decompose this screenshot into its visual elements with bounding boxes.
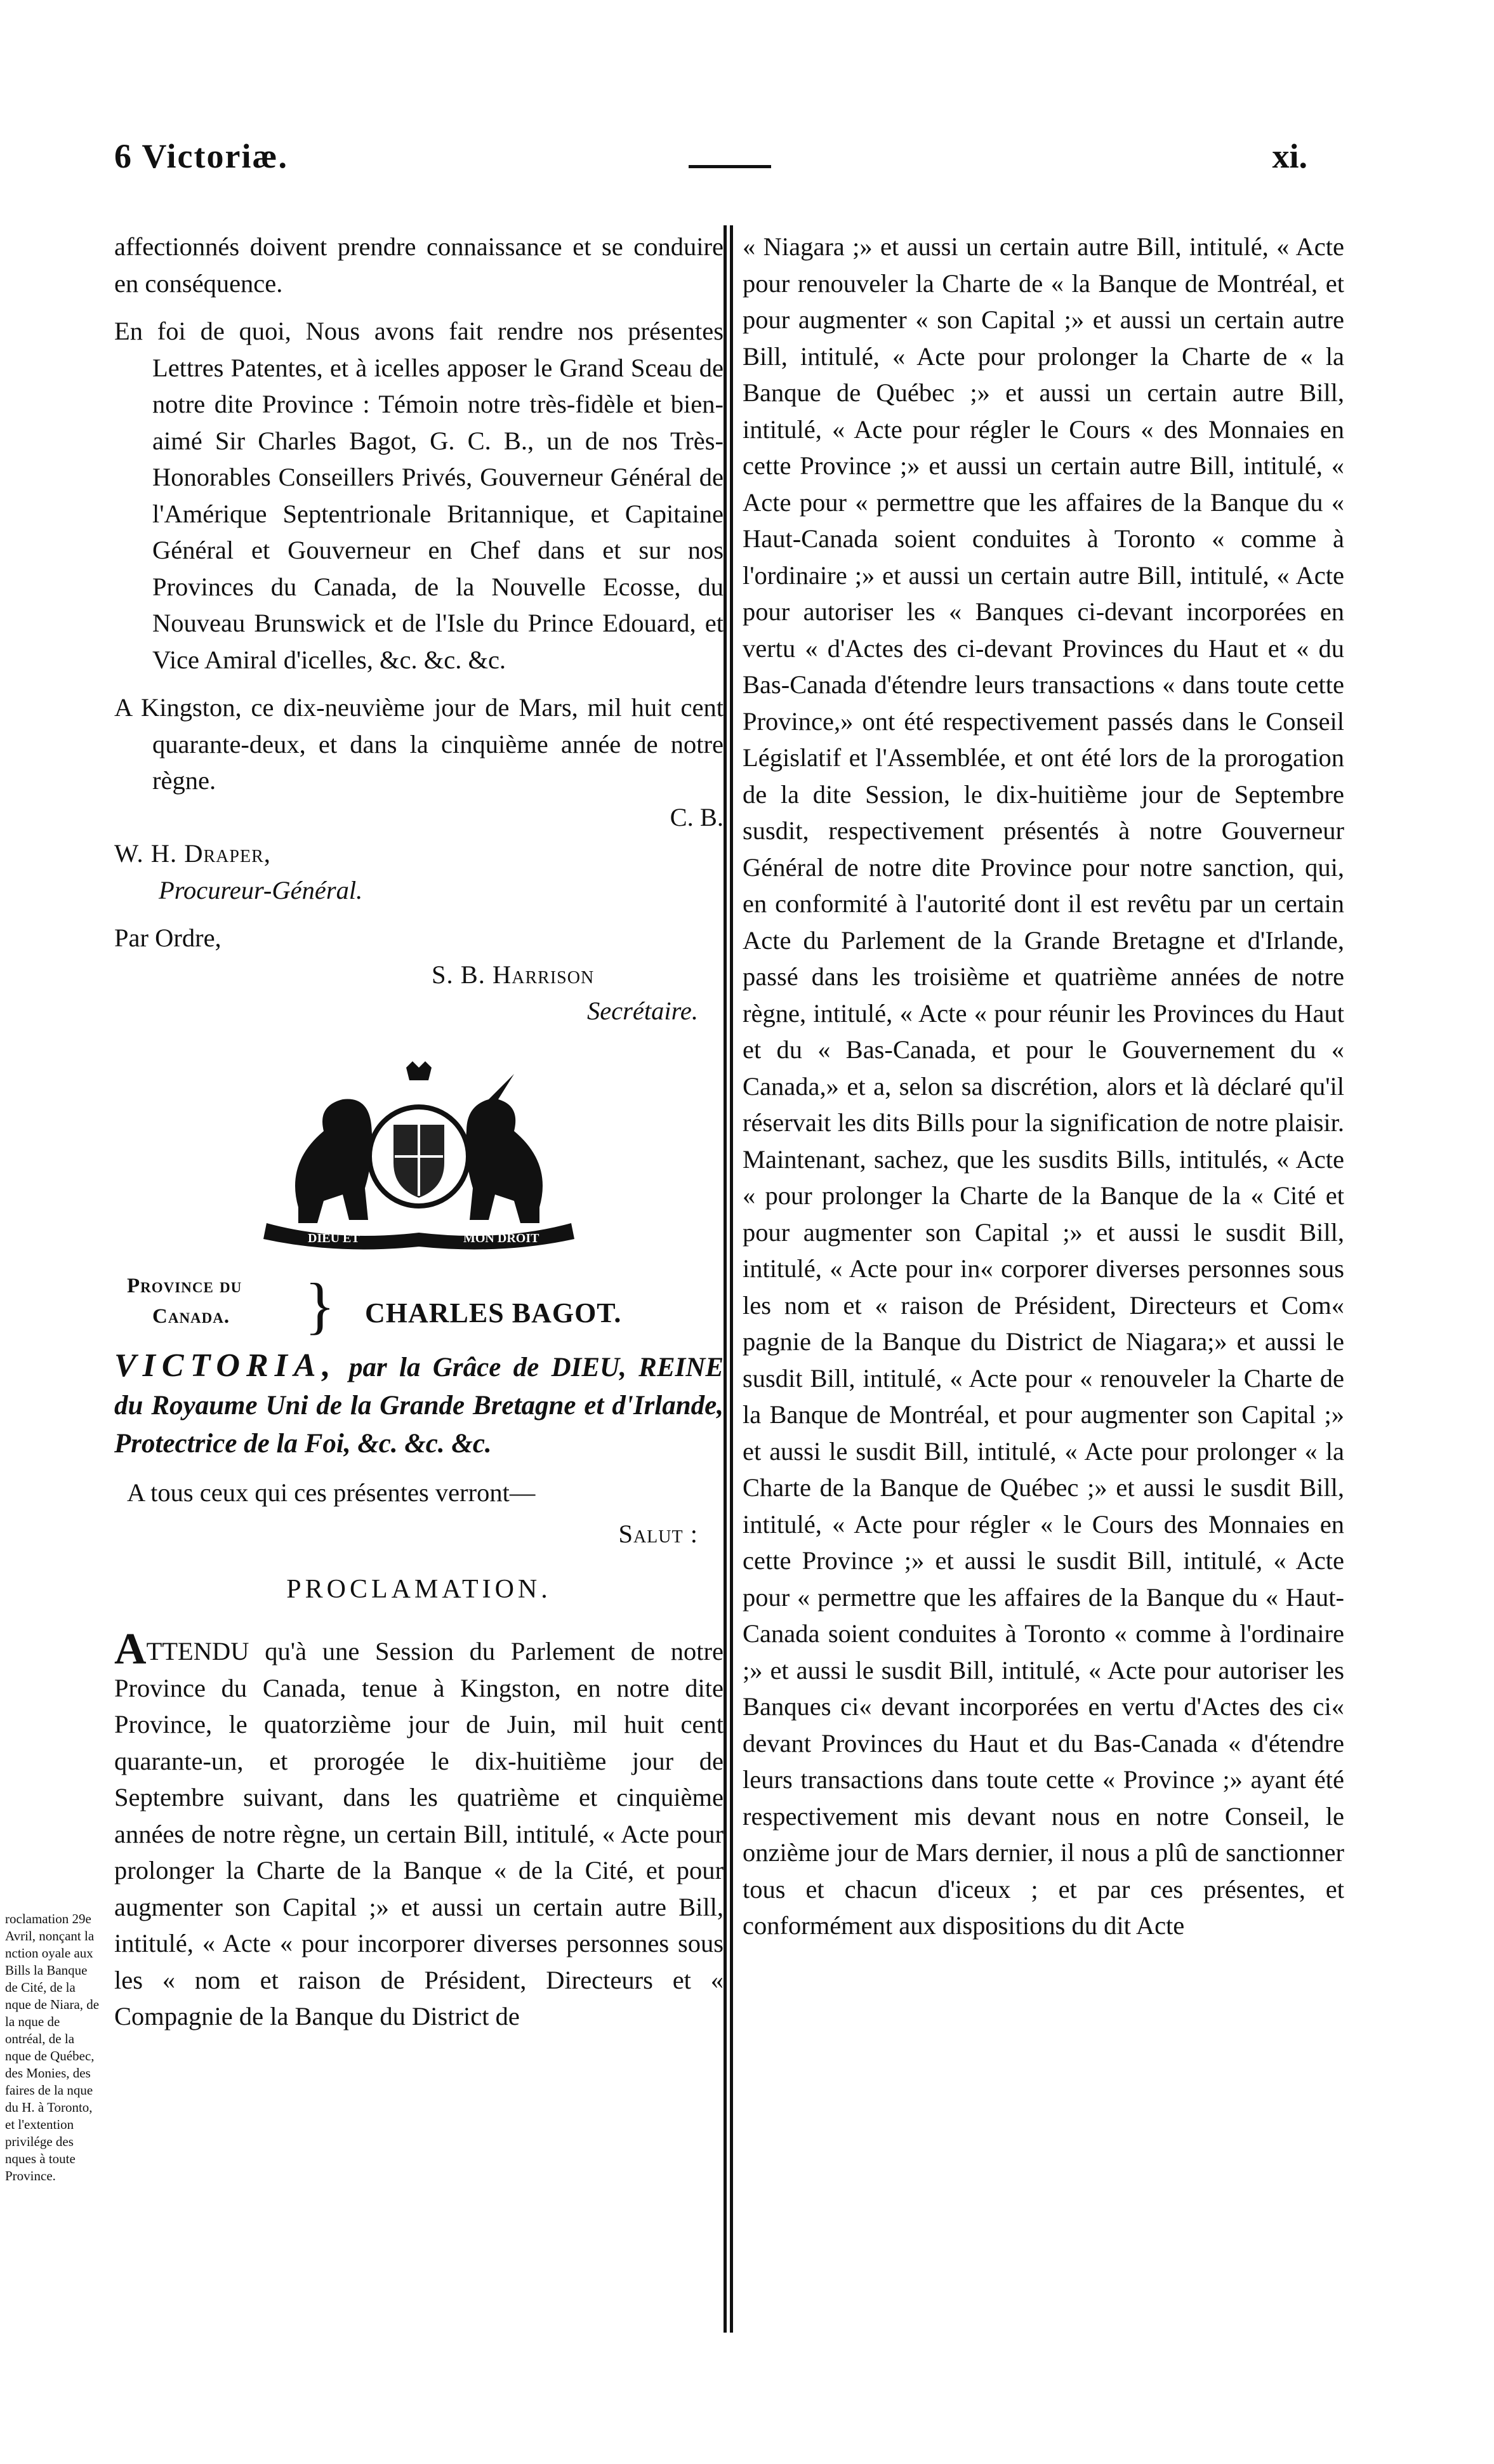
header-rule bbox=[689, 165, 771, 168]
motto-right: MON DROIT bbox=[463, 1231, 539, 1245]
page-number: xi. bbox=[1272, 137, 1307, 175]
salut: Salut : bbox=[618, 1520, 698, 1548]
left-column bbox=[114, 229, 724, 2035]
secretary-title: Secrétaire. bbox=[586, 997, 698, 1025]
par-ordre: Par Ordre, bbox=[114, 924, 221, 952]
drop-cap: A bbox=[114, 1625, 147, 1674]
witness-paragraph: En foi de quoi, Nous avons fait rendre nos présentes Lettres Patentes, et à icelles apposer le Grand Sceau de notre dite Province : Témoin notre très-fidèle et bien-aimé Sir Charles Bagot, G. C. B., un de nos Très-Honorables Conseillers Privés, Gouverneur Général de l'Amérique Septentrionale Britannique, et Capitaine Général et Gouverneur en Chef dans et sur nos Provinces du Canada, de la Nouvelle Ecosse, du Nouveau Brunswick et de l'Isle du Prince Edouard, et Vice Amiral d'icelles, &c. &c. &c. bbox=[114, 317, 724, 674]
province-heading bbox=[114, 1271, 724, 1347]
province-line2: Canada. bbox=[152, 1304, 230, 1328]
signer-name: W. H. Draper, bbox=[114, 839, 271, 868]
page-header bbox=[102, 136, 1326, 200]
right-column bbox=[743, 229, 1344, 1944]
proclamation-body bbox=[114, 1625, 724, 2035]
marginal-note: roclamation 29e Avril, nonçant la nction oyale aux Bills la Banque de Cité, de la nque de Niara, de la nque de ontréal, de la nque de Québec, des Monies, des faires de la nque du H. à Toronto, et l'extention privilége des nques à toute Province. bbox=[5, 1911, 100, 2183]
proclamation-heading: PROCLAMATION. bbox=[286, 1574, 552, 1604]
province-label bbox=[127, 1271, 242, 1332]
column-rule-right bbox=[730, 225, 733, 2333]
right-column-text: « Niagara ;» et aussi un certain autre Bill, intitulé, « Acte pour renouveler la Charte de « la Banque de Montréal, et pour augmenter « son Capital ;» et aussi un certain autre Bill, intitulé, « Acte pour prolonger la Charte de « la Banque de Québec ;» et aussi un certain autre Bill, intitulé, « Acte pour régler le Cours « des Monnaies en cette Province ;» et aussi un certain autre Bill, intitulé, « Acte pour « permettre que les affaires de la Banque du « Haut-Canada soient conduites à Toronto « comme à l'ordinaire ;» et aussi un certain autre Bill, intitulé, « Acte pour autoriser les « Banques ci-devant incorporées en vertu « d'Actes des ci-devant Provinces du Haut et « du Bas-Canada d'étendre leurs transactions « dans toute cette Province,» ont été respectivement passés dans le Conseil Législatif et l'Assemblée, et ont été lors de la prorogation de la dite Session, le dix-huitième jour de Septembre susdit, respectivement présentés à notre Gouverneur Général de notre dite Province pour notre sanction, qui, en conformité à l'autorité dont il est revêtu par un certain Acte du Parlement de la Grande Bretagne et d'Irlande, passé dans les troisième et quatrième années de notre règne, intitulé, « Acte « pour réunir les Provinces du Haut et du « Bas-Canada, et pour le Gouvernement du « Canada,» et a, selon sa discrétion, alors et là déclaré qu'il réservait les dits Bills pour la signification de notre plaisir. Maintenant, sachez, que les susdits Bills, intitulés, « Acte « pour prolonger la Charte de la Banque de la « Cité et pour augmenter son Capital ;» et aussi le susdit Bill, intitulé, « Acte pour in« corporer diverses personnes sous les nom et « raison de Président, Directeurs et Com« pagnie de la Banque du District de Niagara;» et aussi le susdit Bill, intitulé, « Acte pour « renouveler la Charte de la Banque de Montréal, et pour augmenter son Capital ;» et aussi le susdit Bill, intitulé, « Acte pour prolonger « la Charte de la Banque de Québec ;» et aussi le susdit Bill, intitulé, « Acte pour régler « le Cours des Monnaies en cette Province ;» et aussi le susdit Bill, intitulé, « Acte pour « permettre que les affaires de la Banque du « Haut-Canada soient conduites à Toronto « comme à l'ordinaire ;» et aussi le susdit Bill, intitulé, « Acte pour autoriser les Banques ci« devant incorporées en vertu d'Actes des ci« devant Provinces du Haut et du Bas-Canada « d'étendre leurs transactions dans toute cette « Province ;» ayant été respectivement mis devant nous en notre Conseil, le onzième jour de Mars dernier, il nous a plû de sanctionner tous et chacun d'iceux ; et par ces présentes, et conformément aux dispositions du dit Acte bbox=[743, 232, 1344, 1940]
running-head: 6 Victoriæ. bbox=[114, 137, 288, 175]
salutation: A tous ceux qui ces présentes verront— bbox=[127, 1478, 536, 1507]
victoria-title: VICTORIA, bbox=[114, 1347, 337, 1384]
signer-title: Procureur-Général. bbox=[159, 875, 363, 904]
column-rule-left bbox=[724, 225, 727, 2333]
initials: C. B. bbox=[670, 802, 724, 831]
brace-icon: } bbox=[305, 1269, 335, 1341]
motto-left: DIEU ET bbox=[308, 1231, 360, 1245]
royal-coat-of-arms-icon bbox=[248, 1061, 590, 1252]
secretary-name: S. B. Harrison bbox=[432, 960, 595, 989]
closing-paragraph: affectionnés doivent prendre connaissance et se conduire en conséquence. bbox=[114, 232, 724, 298]
date-paragraph: A Kingston, ce dix-neuvième jour de Mars, mil huit cent quarante-deux, et dans la cinquième année de notre règne. bbox=[114, 693, 724, 795]
province-line1: Province du bbox=[127, 1274, 242, 1297]
victoria-rest: par la Grâce de DIEU, REINE du Royaume Uni de la Grande Bretagne et d'Irlande, Protectrice de la Foi, &c. &c. &c. bbox=[114, 1352, 724, 1459]
governor-name: CHARLES BAGOT. bbox=[365, 1297, 622, 1328]
proclamation-text: TTENDU qu'à une Session du Parlement de notre Province du Canada, tenue à Kingston, en notre dite Province, le quatorzième jour de Juin, mil huit cent quarante-un, et prorogée le dix-huitième jour de Septembre suivant, dans les quatrième et cinquième années de notre règne, un certain Bill, intitulé, « Acte pour prolonger la Charte de la Banque « de la Cité, et pour augmenter son Capital ;» et aussi un certain autre Bill, intitulé, « Acte « pour incorporer diverses personnes sous les « nom et raison de Président, Directeurs et « Compagnie de la Banque du District de bbox=[114, 1637, 724, 2030]
royal-style bbox=[114, 1347, 724, 1463]
